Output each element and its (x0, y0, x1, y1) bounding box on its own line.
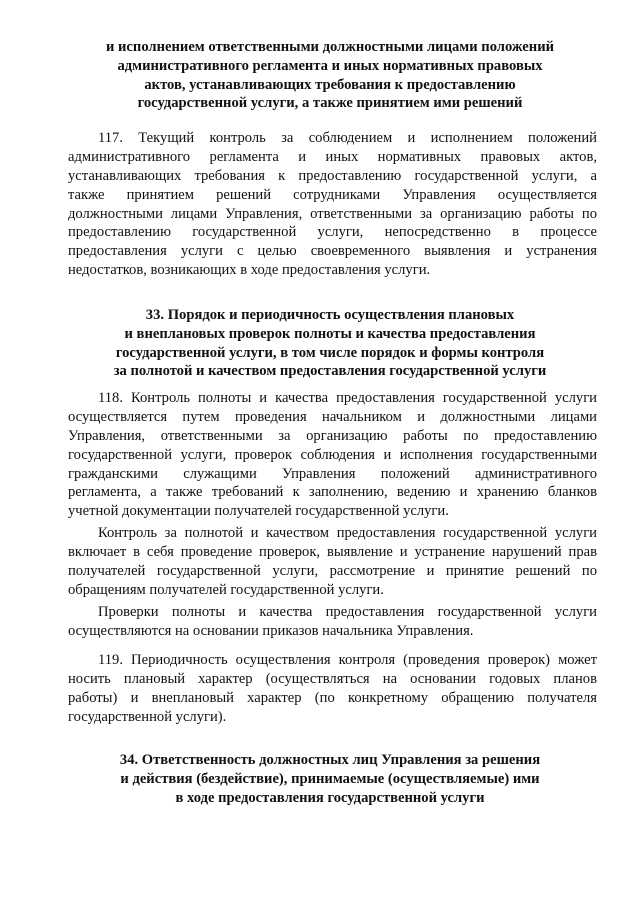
section-34-heading (62, 751, 598, 807)
heading-line: административного регламента и иных нормативных правовых (117, 57, 543, 74)
text-line: государственной услуги, проверок соблюдения и исполнения государственными (68, 446, 597, 463)
text-line: регламента, а также требований к заполнению, ведению и хранению бланков (68, 484, 597, 501)
paragraph-checks (68, 603, 597, 641)
paragraph-control-scope (68, 524, 597, 600)
text-line: Управления, ответственными за организацию работы по предоставлению (68, 427, 597, 444)
heading-line: 33. Порядок и периодичность осуществления плановых (145, 307, 515, 323)
heading-line: и исполнением ответственными должностными лицами положений (105, 39, 555, 55)
text-line: гражданскими служащими Управления положений административного (68, 465, 597, 482)
text-line: Контроль за полнотой и качеством предоставления государственной услуги (98, 525, 597, 541)
text-line: государственной услуги). (68, 708, 227, 725)
text-line: Проверки полноты и качества предоставления государственной услуги (98, 604, 597, 620)
text-line: осуществляется путем проведения начальником и должностными лицами (68, 408, 597, 425)
text-line: предоставления услуги с целью своевременного выявления и устранения (68, 243, 597, 260)
paragraph-118 (68, 389, 597, 521)
text-line: работы) и внеплановый характер (по конкретному обращению получателя (68, 689, 597, 706)
text-line: получателей государственной услуги, рассмотрение и принятие решений по (68, 562, 597, 579)
text-line: должностными лицами Управления, ответственными за организацию работы по (68, 205, 597, 222)
text-line: административного регламента и иных нормативных правовых актов, (68, 148, 597, 165)
text-line: 117. Текущий контроль за соблюдением и исполнением положений (98, 130, 597, 146)
text-line: также принятием решений сотрудниками Управления осуществляется (68, 186, 597, 203)
heading-line: государственной услуги, в том числе порядок и формы контроля (115, 344, 545, 361)
heading-line: и действия (бездействие), принимаемые (осуществляемые) ими (120, 770, 540, 787)
section-33-heading (62, 306, 598, 381)
text-line: включает в себя проведение проверок, выявление и устранение нарушений прав (68, 543, 597, 560)
text-line: носить плановый характер (осуществляться на основании годовых планов (68, 670, 597, 687)
section-heading-continued (62, 38, 598, 113)
heading-line: актов, устанавливающих требования к предоставлению (144, 76, 516, 93)
text-line: устанавливающих требования к предоставлению государственной услуги, а (68, 167, 597, 184)
paragraph-117 (68, 129, 597, 280)
text-line: 118. Контроль полноты и качества предоставления государственной услуги (98, 390, 597, 406)
text-line: обращениям получателей государственной услуги. (68, 581, 384, 598)
text-line: 119. Периодичность осуществления контроля (проведения проверок) может (98, 652, 597, 668)
heading-line: и внеплановых проверок полноты и качества предоставления (124, 325, 536, 342)
text-line: осуществляются на основании приказов начальника Управления. (68, 622, 474, 639)
heading-line: государственной услуги, а также принятием ими решений (137, 95, 523, 112)
heading-line: в ходе предоставления государственной услуги (175, 789, 485, 806)
text-line: предоставлению государственной услуги, непосредственно в процессе (68, 224, 597, 241)
heading-line: 34. Ответственность должностных лиц Управления за решения (119, 752, 541, 768)
paragraph-119 (68, 651, 597, 727)
text-line: недостатков, возникающих в ходе предоставления услуги. (68, 262, 431, 279)
heading-line: за полнотой и качеством предоставления государственной услуги (113, 363, 547, 380)
text-line: учетной документации получателей государственной услуги. (68, 503, 449, 520)
